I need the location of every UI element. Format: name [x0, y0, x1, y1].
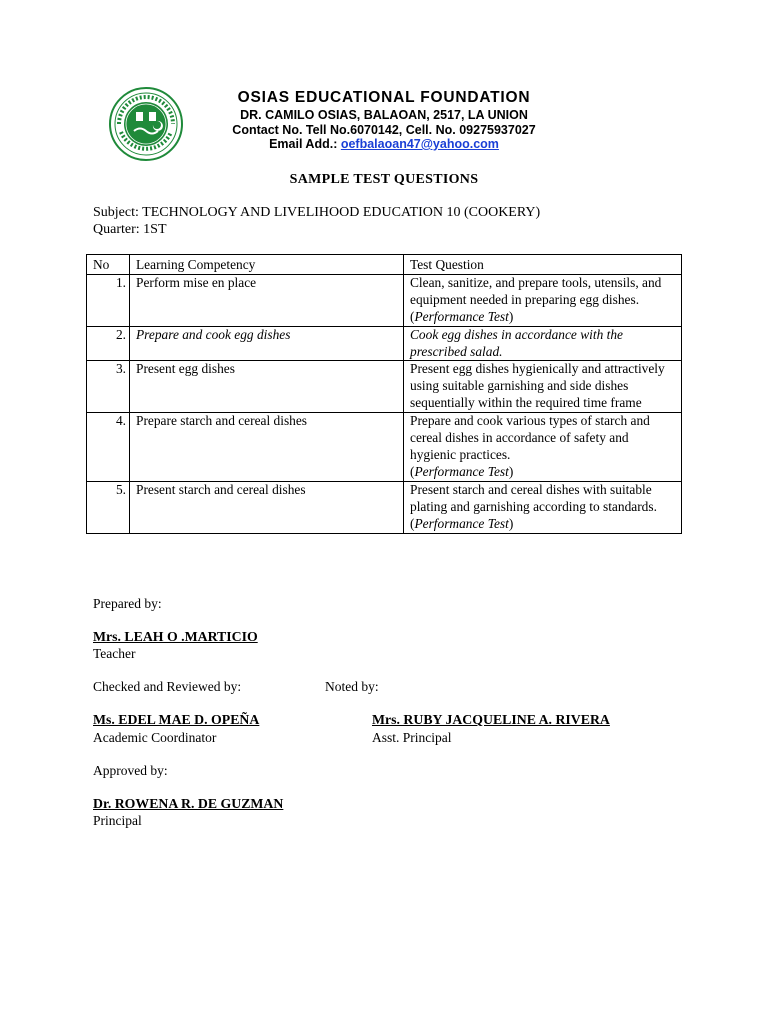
checked-role: Academic Coordinator [93, 730, 217, 745]
row-number: 4. [87, 413, 130, 482]
row-question: Prepare and cook various types of starch and cereal dishes in accordance of safety and hygienic practices. [410, 413, 650, 462]
note-open: ( [410, 515, 415, 531]
row-question: Present egg dishes hygienically and attractively using suitable garnishing and side dishes sequentially within the required time frame [410, 361, 665, 411]
subject-line [93, 205, 540, 221]
note-close: ) [508, 463, 514, 479]
header-competency: Learning Competency [130, 255, 404, 275]
row-question-cell [404, 413, 682, 482]
row-question-cell [404, 274, 682, 326]
subject-label: Subject: [93, 205, 139, 220]
email-link[interactable]: oefbalaoan47@yahoo.com [340, 137, 499, 151]
table-row [87, 481, 682, 533]
note-close: ) [508, 308, 514, 324]
header-question: Test Question [404, 255, 682, 275]
test-questions-table [86, 254, 682, 534]
noted-label: Noted by: [325, 679, 379, 694]
quarter-label: Quarter: [93, 222, 140, 237]
quarter-value: 1ST [143, 222, 167, 237]
checked-label: Checked and Reviewed by: [93, 679, 242, 694]
row-question-cell [404, 481, 682, 533]
email-label: Email Add.: [269, 137, 338, 151]
table-row [87, 326, 682, 361]
row-competency: Present egg dishes [130, 361, 404, 413]
row-question-cell [404, 361, 682, 413]
table-row [87, 274, 682, 326]
subject-value: TECHNOLOGY AND LIVELIHOOD EDUCATION 10 (COOKERY) [142, 205, 541, 220]
approved-name: Dr. ROWENA R. DE GUZMAN [93, 796, 284, 811]
row-question: Clean, sanitize, and prepare tools, utensils, and equipment needed in preparing egg dishes. [410, 274, 662, 307]
row-number: 3. [87, 361, 130, 413]
row-note: Performance Test [414, 308, 509, 324]
row-competency: Perform mise en place [130, 274, 404, 326]
row-note: Performance Test [414, 463, 509, 479]
table-header-row [87, 255, 682, 275]
approved-label: Approved by: [93, 763, 168, 778]
prepared-name: Mrs. LEAH O .MARTICIO [93, 629, 258, 644]
header-no: No [87, 255, 130, 275]
note-open: ( [410, 308, 415, 324]
noted-name: Mrs. RUBY JACQUELINE A. RIVERA [372, 712, 610, 727]
row-question: Cook egg dishes in accordance with the prescribed salad. [410, 326, 623, 359]
row-note: Performance Test [414, 515, 509, 531]
org-address: DR. CAMILO OSIAS, BALAOAN, 2517, LA UNION [240, 108, 528, 122]
document-title: SAMPLE TEST QUESTIONS [289, 172, 479, 187]
quarter-line [93, 222, 167, 238]
note-open: ( [410, 463, 415, 479]
checked-name: Ms. EDEL MAE D. OPEÑA [93, 712, 260, 727]
school-seal-icon [109, 87, 183, 161]
row-competency: Present starch and cereal dishes [130, 481, 404, 533]
row-question-cell [404, 326, 682, 361]
note-close: ) [508, 515, 514, 531]
row-question: Present starch and cereal dishes with suitable plating and garnishing according to standards. [410, 481, 657, 514]
row-competency: Prepare and cook egg dishes [130, 326, 404, 361]
prepared-role: Teacher [93, 646, 136, 661]
row-number: 5. [87, 481, 130, 533]
row-number: 1. [87, 274, 130, 326]
approved-role: Principal [93, 813, 142, 828]
noted-role: Asst. Principal [372, 730, 452, 745]
org-email-line [190, 137, 578, 151]
table-row [87, 413, 682, 482]
prepared-label: Prepared by: [93, 596, 162, 611]
row-number: 2. [87, 326, 130, 361]
org-name: OSIAS EDUCATIONAL FOUNDATION [237, 89, 531, 106]
table-row [87, 361, 682, 413]
org-contact: Contact No. Tell No.6070142, Cell. No. 09275937027 [232, 123, 536, 137]
row-competency: Prepare starch and cereal dishes [130, 413, 404, 482]
